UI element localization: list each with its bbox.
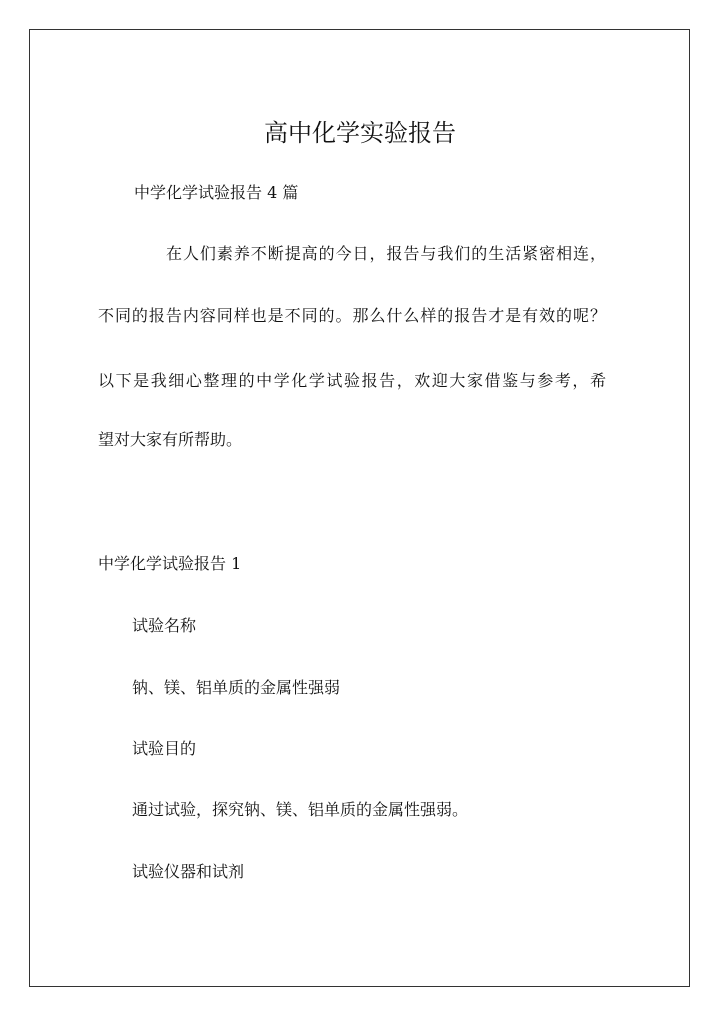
page-border — [29, 29, 690, 987]
intro-line-4: 望对大家有所帮助。 — [98, 430, 243, 449]
document-title: 高中化学实验报告 — [264, 119, 456, 147]
intro-line-1: 在人们素养不断提高的今日，报告与我们的生活紧密相连， — [166, 244, 606, 263]
intro-line-2: 不同的报告内容同样也是不同的。那么什么样的报告才是有效的呢？ — [98, 306, 606, 325]
report1-name-value: 钠、镁、铝单质的金属性强弱 — [132, 678, 341, 697]
report1-heading: 中学化学试验报告 1 — [98, 554, 242, 573]
document-subtitle: 中学化学试验报告 4 篇 — [134, 183, 299, 202]
report1-name-label: 试验名称 — [132, 616, 197, 635]
intro-line-3: 以下是我细心整理的中学化学试验报告，欢迎大家借鉴与参考，希 — [98, 371, 606, 390]
report1-purpose-label: 试验目的 — [132, 739, 197, 758]
report1-equipment-label: 试验仪器和试剂 — [132, 862, 245, 881]
report1-purpose-value: 通过试验，探究钠、镁、铝单质的金属性强弱。 — [132, 800, 469, 819]
